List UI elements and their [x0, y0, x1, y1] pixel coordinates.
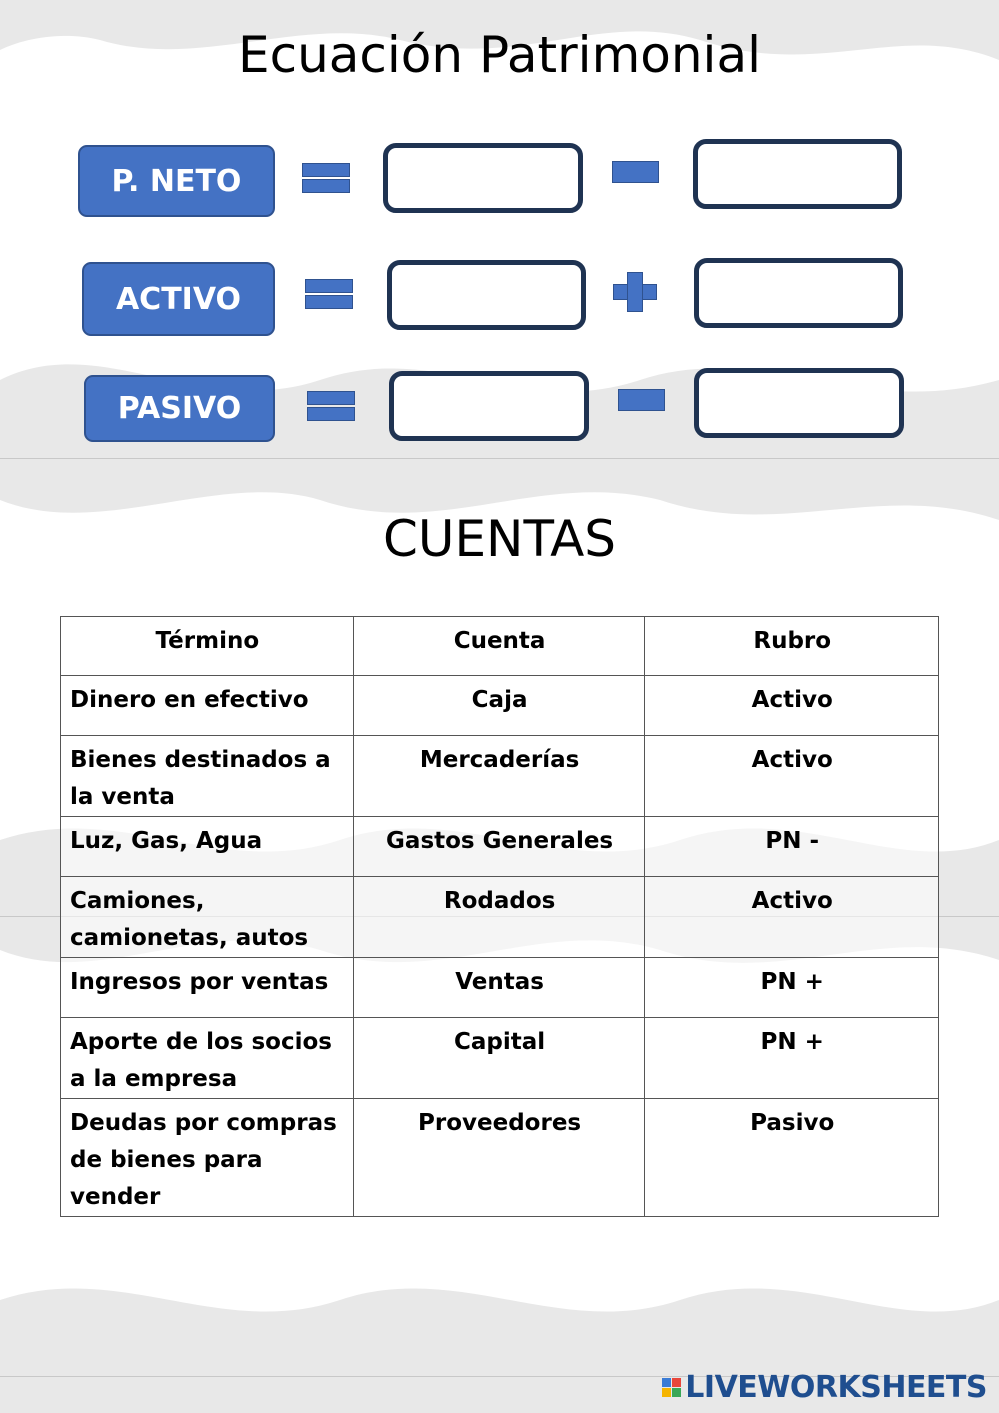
cell-rubro: Activo	[645, 676, 939, 736]
table-row	[61, 817, 939, 877]
cell-rubro: Pasivo	[645, 1099, 939, 1217]
header-termino: Término	[61, 617, 354, 676]
label-activo: ACTIVO	[82, 262, 275, 336]
cell-termino: Dinero en efectivo	[61, 676, 354, 736]
cell-cuenta: Mercaderías	[353, 736, 645, 817]
table-row	[61, 877, 939, 958]
cell-termino: Bienes destinados a la venta	[61, 736, 354, 817]
table-row	[61, 958, 939, 1018]
cell-cuenta: Gastos Generales	[353, 817, 645, 877]
table-row	[61, 736, 939, 817]
table-row	[61, 676, 939, 736]
cell-rubro: PN -	[645, 817, 939, 877]
cell-rubro: Activo	[645, 736, 939, 817]
footer-brand	[662, 1370, 987, 1405]
page-divider	[0, 458, 999, 459]
cell-rubro: PN +	[645, 1018, 939, 1099]
cell-rubro: PN +	[645, 958, 939, 1018]
answer-box-p-neto-1[interactable]	[383, 143, 583, 213]
table-header-row	[61, 617, 939, 676]
label-pasivo: PASIVO	[84, 375, 275, 442]
cell-cuenta: Caja	[353, 676, 645, 736]
answer-box-pasivo-1[interactable]	[389, 371, 589, 441]
page-title: Ecuación Patrimonial	[238, 26, 761, 84]
cell-cuenta: Capital	[353, 1018, 645, 1099]
label-p-neto: P. NETO	[78, 145, 275, 217]
cell-termino: Ingresos por ventas	[61, 958, 354, 1018]
table-row	[61, 1099, 939, 1217]
brand-name: LIVEWORKSHEETS	[685, 1370, 987, 1405]
cell-cuenta: Ventas	[353, 958, 645, 1018]
answer-box-activo-2[interactable]	[694, 258, 903, 328]
cell-rubro: Activo	[645, 877, 939, 958]
header-rubro: Rubro	[645, 617, 939, 676]
section-title: CUENTAS	[382, 510, 617, 568]
cell-cuenta: Rodados	[353, 877, 645, 958]
header-cuenta: Cuenta	[353, 617, 645, 676]
answer-box-activo-1[interactable]	[387, 260, 586, 330]
answer-box-pasivo-2[interactable]	[694, 368, 904, 438]
table-row	[61, 1018, 939, 1099]
cell-termino: Deudas por compras de bienes para vender	[61, 1099, 354, 1217]
cell-termino: Aporte de los socios a la empresa	[61, 1018, 354, 1099]
cell-cuenta: Proveedores	[353, 1099, 645, 1217]
cell-termino: Luz, Gas, Agua	[61, 817, 354, 877]
answer-box-p-neto-2[interactable]	[693, 139, 902, 209]
liveworksheets-logo-icon	[662, 1378, 681, 1397]
cell-termino: Camiones, camionetas, autos	[61, 877, 354, 958]
accounts-table	[60, 616, 939, 1217]
